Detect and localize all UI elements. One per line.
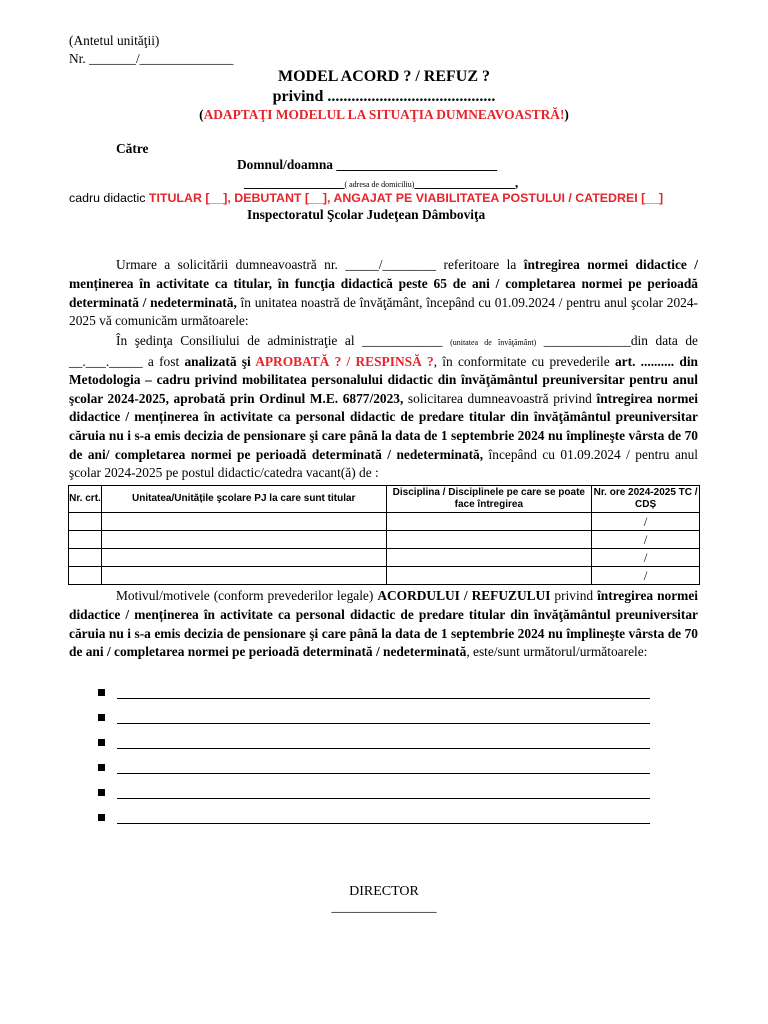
- address-label: ( adresa de domiciliu): [344, 180, 415, 189]
- bullet-square-icon: [98, 764, 105, 771]
- recipient-name-line: Domnul/doamna ________________________: [237, 157, 498, 172]
- table-cell[interactable]: [101, 567, 386, 585]
- director-label: DIRECTOR: [349, 884, 419, 899]
- paragraph-decision: În şedinţa Consiliului de administraţie al ____________ (unitatea de învăţământ) _____________din data de __.___._____ a fost analizată şi APROBATĂ ? / RESPINSĂ ?, în conformitate cu prevederile art. .......... din Metodologia – cadru privind mobilitatea personalului didactic din învăţământul preuniversitar pentru anul şcolar 2024-2025, aprobată prin Ordinul M.E. 6877/2023, solicitarea dumneavoastră privind întregirea normei didactice / menținerea în activitate ca personal didactic de predare titular din învăţământul preuniversitar căruia nu i s-a emis decizia de pensionare şi care până la data de 1 septembrie 2024 nu împlineşte vârsta de 70 de ani/ completarea normei pe perioadă determinată / nedeterminată, începând cu 01.09.2024 / pentru anul şcolar 2024-2025 pe postul didactic/catedra vacant(ă) de :: [69, 333, 699, 481]
- table-cell[interactable]: [386, 567, 592, 585]
- table-cell[interactable]: [69, 549, 102, 567]
- table-row: [69, 549, 700, 567]
- unit-label: (unitatea de învăţământ): [450, 338, 537, 347]
- registration-number-line: Nr. _______/______________: [69, 51, 234, 66]
- bullet-square-icon: [98, 714, 105, 721]
- unit-header: (Antetul unităţii): [69, 33, 160, 48]
- adapt-notice: (ADAPTAŢI MODELUL LA SITUAŢIA DUMNEAVOASTRĂ!): [199, 107, 569, 122]
- table-row: [69, 531, 700, 549]
- teacher-status-options: TITULAR [__], DEBUTANT [__], ANGAJAT PE VIABILITATEA POSTULUI / CATEDREI [__]: [148, 191, 664, 205]
- bullet-square-icon: [98, 739, 105, 746]
- table-cell[interactable]: [101, 531, 386, 549]
- bullet-square-icon: [98, 814, 105, 821]
- director-signature-line: _______________: [331, 900, 437, 915]
- bullet-square-icon: [98, 689, 105, 696]
- document-subtitle: privind ..........................................: [272, 88, 496, 105]
- table-cell[interactable]: [69, 531, 102, 549]
- table-cell[interactable]: [386, 513, 592, 531]
- col-hours: Nr. ore 2024-2025 TC / CDȘ: [592, 486, 700, 513]
- table-cell[interactable]: [101, 549, 386, 567]
- address-line: _______________( adresa de domiciliu)_______________,: [244, 175, 519, 190]
- paragraph-request: Urmare a solicitării dumneavoastră nr. _____/________ referitoare la întregirea normei didactice / menținerea în activitate ca titular, în funcţia didactică peste 65 de ani / completarea normei pe perioadă determinată / nedeterminată, în unitatea noastră de învăţământ, începând cu 01.09.2024 / pentru anul şcolar 2024-2025 vă comunicăm următoarele:: [69, 257, 698, 329]
- table-cell[interactable]: [386, 531, 592, 549]
- adapt-notice-text: ADAPTAŢI MODELUL LA SITUAŢIA DUMNEAVOASTRĂ!: [203, 107, 565, 122]
- table-cell[interactable]: [69, 513, 102, 531]
- paragraph-reasons: Motivul/motivele (conform prevederilor legale) ACORDULUI / REFUZULUI privind întregirea normei didactice / menținerea în activitate ca personal didactic de predare titular din învăţământul preuniversitar căruia nu i s-a emis decizia de pensionare şi care până la data de 1 septembrie 2024 nu împlineşte vârsta de 70 de ani / completarea normei pe perioadă determinată / nedeterminată, este/sunt următorul/următoarele:: [69, 588, 698, 660]
- positions-table: [68, 485, 700, 585]
- table-cell[interactable]: /: [592, 513, 700, 531]
- document-title: MODEL ACORD ? / REFUZ ?: [277, 68, 490, 85]
- teacher-status-line: cadru didactic TITULAR [__], DEBUTANT [__], ANGAJAT PE VIABILITATEA POSTULUI / CATEDREI [__]: [69, 191, 664, 205]
- table-cell[interactable]: [69, 567, 102, 585]
- col-nr-crt: Nr. crt.: [69, 486, 102, 513]
- inspectorate-name: Inspectoratul Şcolar Judeţean Dâmboviţa: [247, 207, 486, 222]
- table-row: [69, 567, 700, 585]
- catre-label: Către: [116, 141, 149, 156]
- table-cell[interactable]: /: [592, 567, 700, 585]
- col-unit: Unitatea/Unitățile şcolare PJ la care sunt titular: [101, 486, 386, 513]
- table-cell[interactable]: [101, 513, 386, 531]
- table-row: [69, 513, 700, 531]
- table-cell[interactable]: /: [592, 531, 700, 549]
- table-header-row: [69, 486, 700, 513]
- table-cell[interactable]: [386, 549, 592, 567]
- table-cell[interactable]: /: [592, 549, 700, 567]
- bullet-square-icon: [98, 789, 105, 796]
- col-discipline: Disciplina / Disciplinele pe care se poate face întregirea: [386, 486, 592, 513]
- decision-status: APROBATĂ ? / RESPINSĂ ?: [255, 353, 434, 369]
